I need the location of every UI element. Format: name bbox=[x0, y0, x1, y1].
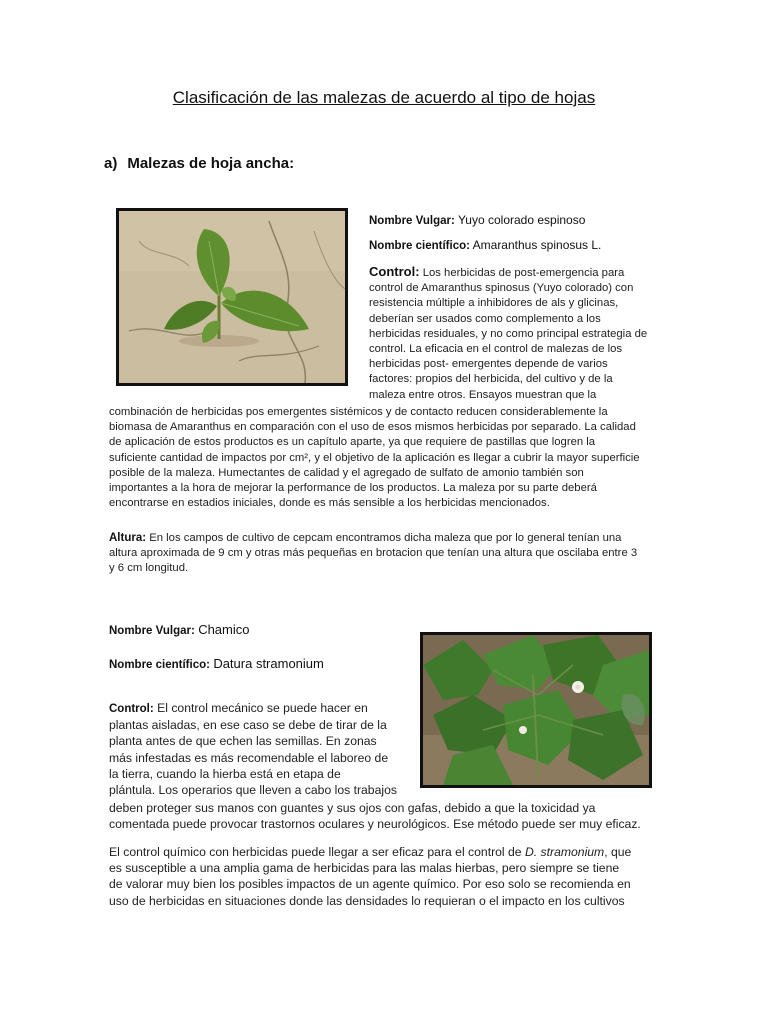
datura-photo bbox=[420, 632, 652, 788]
amaranthus-photo bbox=[116, 208, 348, 386]
section-heading-text: Malezas de hoja ancha: bbox=[127, 155, 295, 172]
control-line: suficiente cantidad de impactos por cm², y el objetivo de la aplicación es llegar a cubrir la mayor superficie bbox=[109, 451, 640, 464]
control-line: maleza entre otros. Ensayos muestran que la bbox=[369, 388, 597, 401]
control-line: deben proteger sus manos con guantes y sus ojos con gafas, debido a que la toxicidad ya bbox=[109, 801, 596, 815]
control-line: deberían ser usados como complemento a los bbox=[369, 312, 601, 325]
control-line: control de Amaranthus spinosus (Yuyo colorado) con bbox=[369, 282, 634, 295]
plant2-scientific-name-field bbox=[109, 656, 324, 671]
control-line: plántula. Los operarios que lleven a cabo los trabajos bbox=[109, 783, 397, 798]
plant1-control-right bbox=[369, 264, 669, 403]
control-line: la tierra, cuando la hierba está en etapa de bbox=[109, 766, 341, 781]
control-line: planta antes de que echen las semillas. En zonas bbox=[109, 734, 377, 749]
plant1-common-name-field bbox=[369, 213, 585, 227]
control-line: herbicidas residuales, y no como principal estrategia de bbox=[369, 327, 648, 340]
chemical-species: D. stramonium bbox=[524, 845, 605, 859]
control-line: plantas aisladas, en ese caso se debe de tirar de la bbox=[109, 718, 387, 733]
plant2-chemical-control bbox=[109, 844, 669, 909]
document-title: Clasificación de las malezas de acuerdo al tipo de hojas bbox=[172, 88, 596, 107]
scientific-name-label: Nombre científico: bbox=[369, 240, 470, 252]
control-line: importantes a la hora de mejorar la performance de los productos. La maleza por su parte deberá bbox=[109, 482, 597, 495]
control-line: El control mecánico se puede hacer en bbox=[157, 701, 368, 715]
common-name-label: Nombre Vulgar: bbox=[109, 625, 195, 637]
chemical-line: es susceptible a una amplia gama de herbicidas para las malas hierbas, pero siempre se tiene bbox=[109, 861, 620, 876]
control-line: resistencia múltiple a inhibidores de als y glicinas, bbox=[369, 297, 619, 310]
control-line: factores: propios del herbicida, del cultivo y de la bbox=[369, 373, 613, 386]
plant2-common-name-field bbox=[109, 622, 249, 637]
control-label: Control: bbox=[369, 264, 420, 279]
control-line: comentada puede provocar trastornos oculares y neurológicos. Ese método puede ser muy eficaz. bbox=[109, 817, 641, 832]
height-label: Altura: bbox=[109, 532, 147, 544]
chemical-line: uso de herbicidas en situaciones donde las densidades lo requieran o el impacto en los cultivos bbox=[109, 893, 625, 908]
chemical-text: , que bbox=[604, 845, 632, 859]
control-line: de aplicación de estos productos es un capítulo aparte, ya que requiere de pastillas que logren la bbox=[109, 436, 596, 449]
control-line: más infestadas es más recomendable el laboreo de bbox=[109, 750, 389, 765]
scientific-name-value: Datura stramonium bbox=[213, 656, 324, 671]
control-label: Control: bbox=[109, 703, 154, 715]
plant2-control-left bbox=[109, 700, 405, 798]
control-line: posible de la maleza. Humectantes de calidad y el agregado de sulfato de amonio también son bbox=[109, 466, 584, 479]
height-line: y 6 cm longitud. bbox=[109, 562, 189, 575]
plant1-height bbox=[109, 531, 669, 577]
scientific-name-value: Amaranthus spinosus L. bbox=[472, 238, 602, 252]
control-line: Los herbicidas de post-emergencia para bbox=[422, 267, 625, 279]
section-marker: a) bbox=[104, 155, 118, 172]
plant1-control-full bbox=[109, 405, 669, 511]
common-name-label: Nombre Vulgar: bbox=[369, 215, 455, 227]
control-line: encontrarse en estadios iniciales, donde es más sensible a los herbicidas mencionados. bbox=[109, 497, 550, 510]
chemical-line: de valorar muy bien los posibles impactos de un agente químico. Por eso solo se recomienda en bbox=[109, 877, 631, 892]
control-line: combinación de herbicidas pos emergentes sistémicos y de contacto reducen considerablemente la bbox=[109, 406, 608, 418]
common-name-value: Yuyo colorado espinoso bbox=[457, 213, 586, 227]
plant2-control-full bbox=[109, 800, 669, 832]
control-line: biomasa de Amaranthus en comparación con el uso de esos mismos herbicidas por separado. La calidad bbox=[109, 421, 636, 434]
plant1-scientific-name-field bbox=[369, 238, 601, 252]
control-line: herbicidas post- emergentes depende de varios bbox=[369, 358, 608, 371]
chemical-text: El control químico con herbicidas puede llegar a ser eficaz para el control de bbox=[109, 845, 525, 859]
height-line: En los campos de cultivo de cepcam encontramos dicha maleza que por lo general tenían una bbox=[149, 532, 622, 544]
height-line: altura aproximada de 9 cm y otras más pequeñas en brotacion que tenían una altura que oscilaba entre 3 bbox=[109, 547, 638, 560]
control-line: control. La eficacia en el control de malezas de los bbox=[369, 343, 623, 356]
common-name-value: Chamico bbox=[198, 622, 250, 637]
section-heading bbox=[104, 155, 294, 172]
scientific-name-label: Nombre científico: bbox=[109, 659, 210, 671]
